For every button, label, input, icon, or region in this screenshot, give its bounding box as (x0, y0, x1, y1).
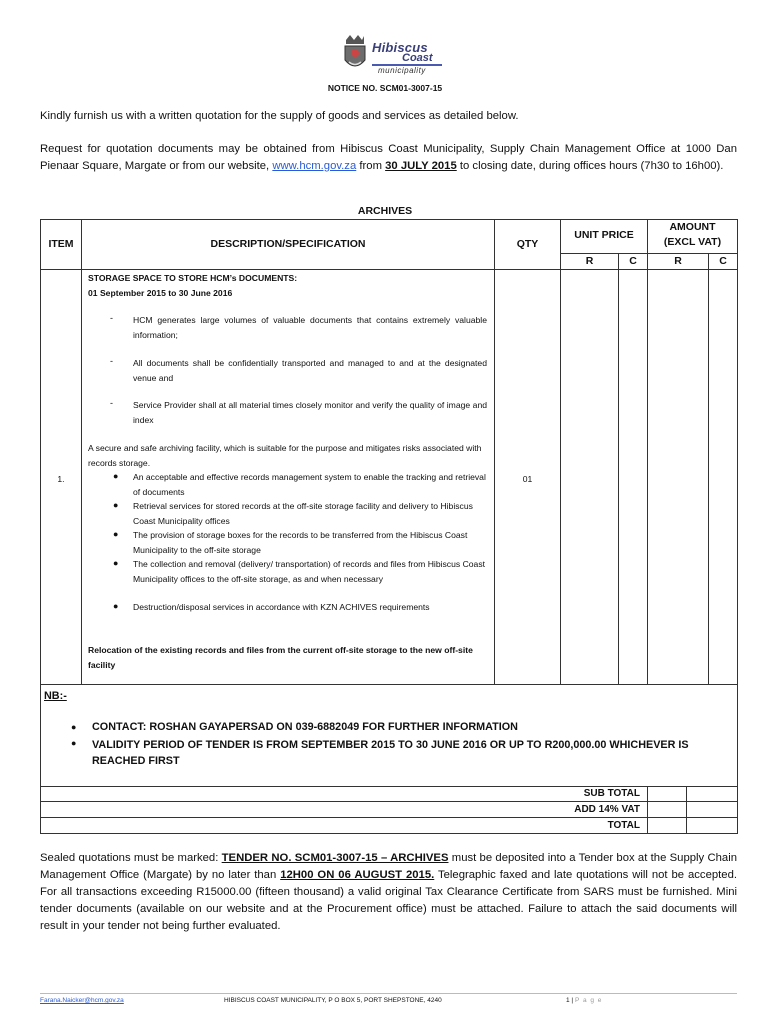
col-line-unit-c (618, 253, 619, 685)
bullet-item: The provision of storage boxes for the records to be transferred from the Hibiscus Coast Municipality to the off-site storage (133, 530, 468, 555)
request-date: 30 JULY 2015 (385, 160, 457, 172)
subtotal-line (40, 801, 738, 802)
crest-icon (342, 34, 368, 74)
notice-number: NOTICE NO. SCM01-3007-15 (327, 83, 443, 93)
vat-line (40, 817, 738, 818)
col-line-unit-price (647, 219, 648, 685)
bullet-icon: ● (71, 738, 77, 748)
footer-divider (40, 993, 737, 994)
nb-validity: VALIDITY PERIOD OF TENDER IS FROM SEPTEMBER 2015 TO 30 JUNE 2016 OR UP TO R200,000.00 WHICHEVER IS REACHED FIRST (92, 739, 689, 767)
closing-paragraph (40, 850, 737, 935)
header-split-line (560, 253, 738, 254)
dash-item: HCM generates large volumes of valuable documents that contains extremely valuable information; (133, 315, 487, 340)
row-heading: STORAGE SPACE TO STORE HCM’s DOCUMENTS: (88, 273, 298, 283)
table-border-top (40, 219, 738, 220)
page-label: P a g e (574, 997, 603, 1004)
closing-text-1: Sealed quotations must be marked: (40, 852, 222, 864)
intro-text: Kindly furnish us with a written quotation for the supply of goods and services as detailed below. (40, 110, 519, 122)
header-amount-r: R (674, 255, 682, 267)
bullet-item: Retrieval services for stored records at the off-site storage facility and delivery to Hibiscus Coast Municipality offices (133, 501, 473, 526)
request-text-2: from (356, 160, 386, 172)
closing-text-2: must be deposited into a Tender box at the Supply Chain Management Office (Margate) by no later than (40, 852, 737, 881)
header-qty: QTY (516, 238, 539, 250)
footer-address: HIBISCUS COAST MUNICIPALITY, P O BOX 5, PORT SHEPSTONE, 4240 (224, 997, 442, 1004)
logo-text-hibiscus: Hibiscus (372, 40, 428, 55)
table-border-left (40, 219, 41, 834)
nb-bottom-line (40, 786, 738, 787)
bullet-icon: ● (113, 500, 119, 510)
request-text-3: to closing date, during offices hours (7h30 to 16h00). (456, 160, 724, 172)
header-description: DESCRIPTION/SPECIFICATION (210, 238, 366, 250)
logo-text-municipality: municipality (378, 66, 426, 75)
table-border-right (737, 219, 738, 834)
request-paragraph (40, 141, 737, 175)
header-unit-price: UNIT PRICE (574, 229, 634, 241)
municipality-logo (342, 30, 442, 78)
row-qty: 01 (522, 474, 533, 484)
row-period: 01 September 2015 to 30 June 2016 (88, 288, 233, 298)
col-line-item (81, 219, 82, 685)
header-unit-r: R (585, 255, 594, 267)
bullet-item: An acceptable and effective records management system to enable the tracking and retrieval of documents (133, 472, 486, 497)
col-line-qty (560, 219, 561, 685)
page-number: 1 (566, 997, 570, 1004)
website-link[interactable]: www.hcm.gov.za (272, 160, 357, 172)
bullet-icon: ● (113, 558, 119, 568)
table-border-bottom (40, 833, 738, 834)
header-item: ITEM (48, 238, 74, 250)
footer-page: 1 | P a g e (566, 997, 603, 1004)
dash-item: Service Provider shall at all material times closely monitor and verify the quality of image and index (133, 400, 487, 425)
dash-marker: - (110, 356, 113, 366)
totals-col-line-1 (647, 786, 648, 834)
col-line-desc (494, 219, 495, 685)
closing-deadline: 12H00 ON 06 AUGUST 2015. (280, 869, 435, 881)
nb-contact: CONTACT: ROSHAN GAYAPERSAD ON 039-6882049 FOR FURTHER INFORMATION (92, 721, 518, 733)
table-title: ARCHIVES (357, 205, 413, 217)
sub-total-label: SUB TOTAL (583, 788, 640, 799)
request-text-1: Request for quotation documents may be obtained from Hibiscus Coast Municipality, Supply Chain Management Office at 1000 Dan Pienaar Square, Margate or from our website, (40, 143, 737, 172)
dash-item: All documents shall be confidentially transported and managed to and at the designated venue and (133, 358, 487, 383)
header-amount-excl-vat: (EXCL VAT) (663, 236, 722, 248)
bullet-icon: ● (71, 722, 77, 732)
row-item-number: 1. (57, 474, 65, 484)
closing-text-3: Telegraphic faxed and late quotations will not be accepted. For all transactions exceeding R15000.00 (fifteen thousand) a valid original Tax Clearance Certificate from SARS must be furnished. Mini tender documents (available on our website and at the Procurement office) must be attached. Failure to attach the said documents will result in your tender not being further evaluated. (40, 869, 737, 932)
vat-label: ADD 14% VAT (574, 804, 640, 815)
header-unit-c: C (629, 255, 637, 267)
col-line-amount-c (708, 253, 709, 685)
bullet-item: Destruction/disposal services in accordance with KZN ACHIVES requirements (133, 602, 430, 612)
row-bottom-line (40, 684, 738, 685)
tender-reference: TENDER NO. SCM01-3007-15 – ARCHIVES (221, 852, 449, 864)
nb-label: NB:- (44, 690, 67, 702)
bullet-item: The collection and removal (delivery/ transportation) of records and files from Hibiscus Coast Municipality offices to the off-site storage, as and when necessary (133, 559, 486, 584)
bullet-icon: ● (113, 601, 119, 611)
header-amount-c: C (719, 255, 727, 267)
totals-col-line-2 (686, 786, 687, 834)
row-paragraph: A secure and safe archiving facility, which is suitable for the purpose and mitigates risks associated with records storage. (88, 443, 482, 468)
header-amount: AMOUNT (669, 221, 716, 233)
bullet-icon: ● (113, 471, 119, 481)
header-bottom-line (40, 269, 738, 270)
dash-marker: - (110, 313, 113, 323)
bullet-icon: ● (113, 529, 119, 539)
footer-email[interactable]: Farana.Naicker@hcm.gov.za (40, 997, 124, 1004)
total-label: TOTAL (607, 820, 640, 831)
row-relocation: Relocation of the existing records and files from the current off-site storage to the new off-site facility (88, 645, 473, 670)
logo-text-coast: Coast (402, 52, 433, 64)
dash-marker: - (110, 398, 113, 408)
